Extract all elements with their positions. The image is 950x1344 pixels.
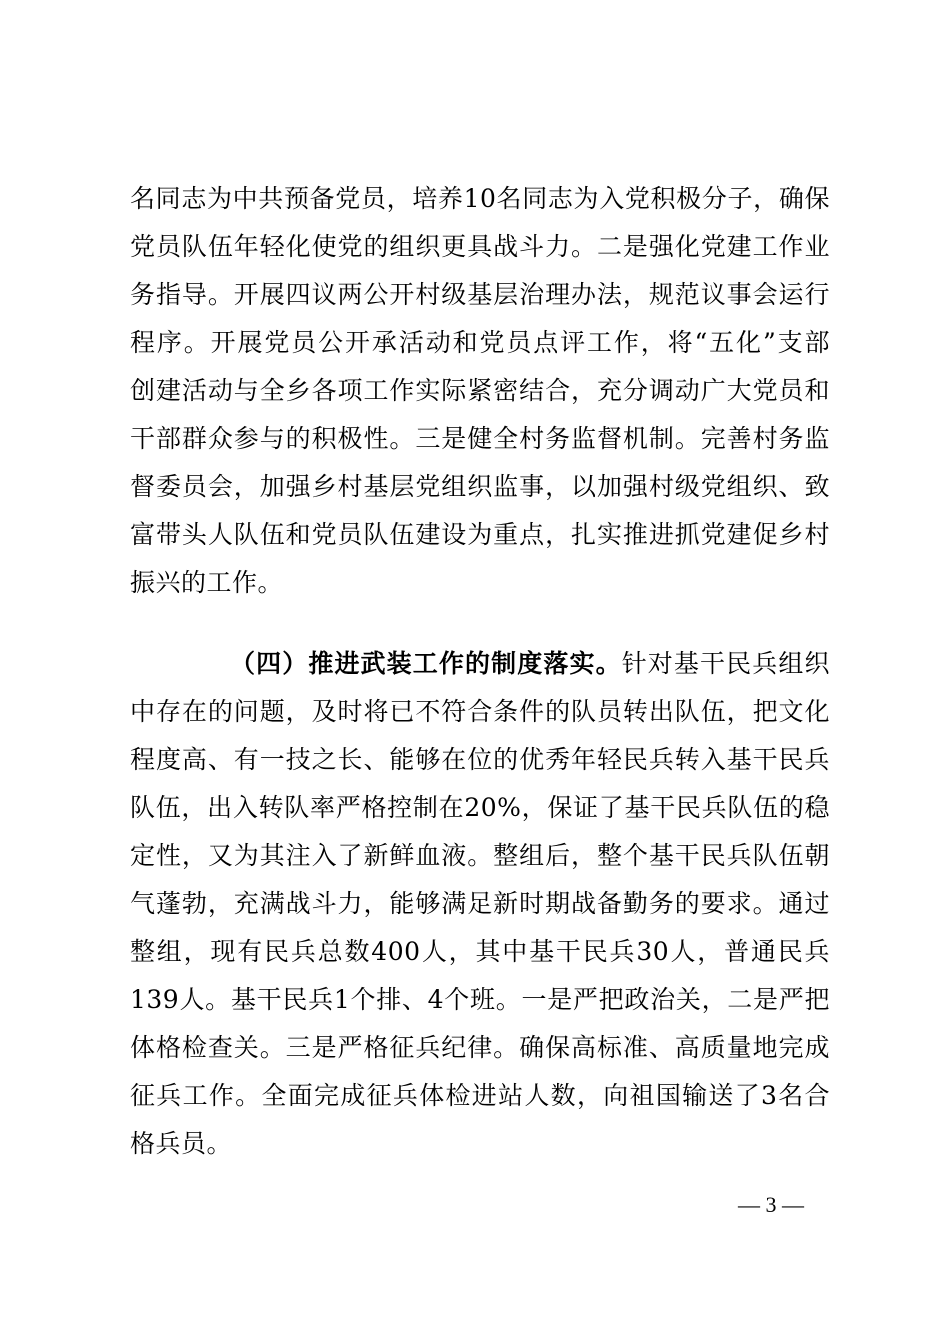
- paragraph-line: 队伍，出入转队率严格控制在20%，保证了基干民兵队伍的稳: [130, 793, 830, 822]
- paragraph-line: 干部群众参与的积极性。三是健全村务监督机制。完善村务监: [130, 424, 830, 453]
- paragraph-line: 中存在的问题，及时将已不符合条件的队员转出队伍，把文化: [130, 697, 830, 726]
- paragraph-line: 振兴的工作。: [130, 568, 284, 597]
- paragraph-line: 党员队伍年轻化使党的组织更具战斗力。二是强化党建工作业: [130, 232, 830, 261]
- paragraph-line: 督委员会，加强乡村基层党组织监事，以加强村级党组织、致: [130, 472, 830, 501]
- paragraph-line: 格兵员。: [130, 1129, 233, 1158]
- paragraph-armed-forces: [130, 640, 830, 1168]
- page-number: — 3 —: [738, 1192, 804, 1217]
- paragraph-first-line-text: 针对基干民兵组织: [621, 649, 830, 678]
- paragraph-line: 创建活动与全乡各项工作实际紧密结合，充分调动广大党员和: [130, 376, 830, 405]
- paragraph-line: 体格检查关。三是严格征兵纪律。确保高标准、高质量地完成: [130, 1033, 830, 1062]
- paragraph-line: 定性，又为其注入了新鲜血液。整组后，整个基干民兵队伍朝: [130, 841, 830, 870]
- paragraph-party-building: [130, 175, 830, 607]
- paragraph-line: 程度高、有一技之长、能够在位的优秀年轻民兵转入基干民兵: [130, 745, 830, 774]
- paragraph-line: 征兵工作。全面完成征兵体检进站人数，向祖国输送了3名合: [130, 1081, 830, 1110]
- paragraph-line: 139人。基干民兵1个排、4个班。一是严把政治关，二是严把: [130, 985, 830, 1014]
- paragraph-line: 富带头人队伍和党员队伍建设为重点，扎实推进抓党建促乡村: [130, 520, 830, 549]
- paragraph-line: 气蓬勃，充满战斗力，能够满足新时期战备勤务的要求。通过: [130, 889, 830, 918]
- paragraph-line: 整组，现有民兵总数400人，其中基干民兵30人，普通民兵: [130, 937, 830, 966]
- paragraph-first-line: [130, 640, 830, 688]
- section-heading: （四）推进武装工作的制度落实。: [230, 649, 622, 678]
- paragraph-line: 程序。开展党员公开承活动和党员点评工作，将“五化”支部: [130, 328, 830, 357]
- paragraph-line: 务指导。开展四议两公开村级基层治理办法，规范议事会运行: [130, 280, 830, 309]
- paragraph-line: 名同志为中共预备党员，培养10名同志为入党积极分子，确保: [130, 184, 830, 213]
